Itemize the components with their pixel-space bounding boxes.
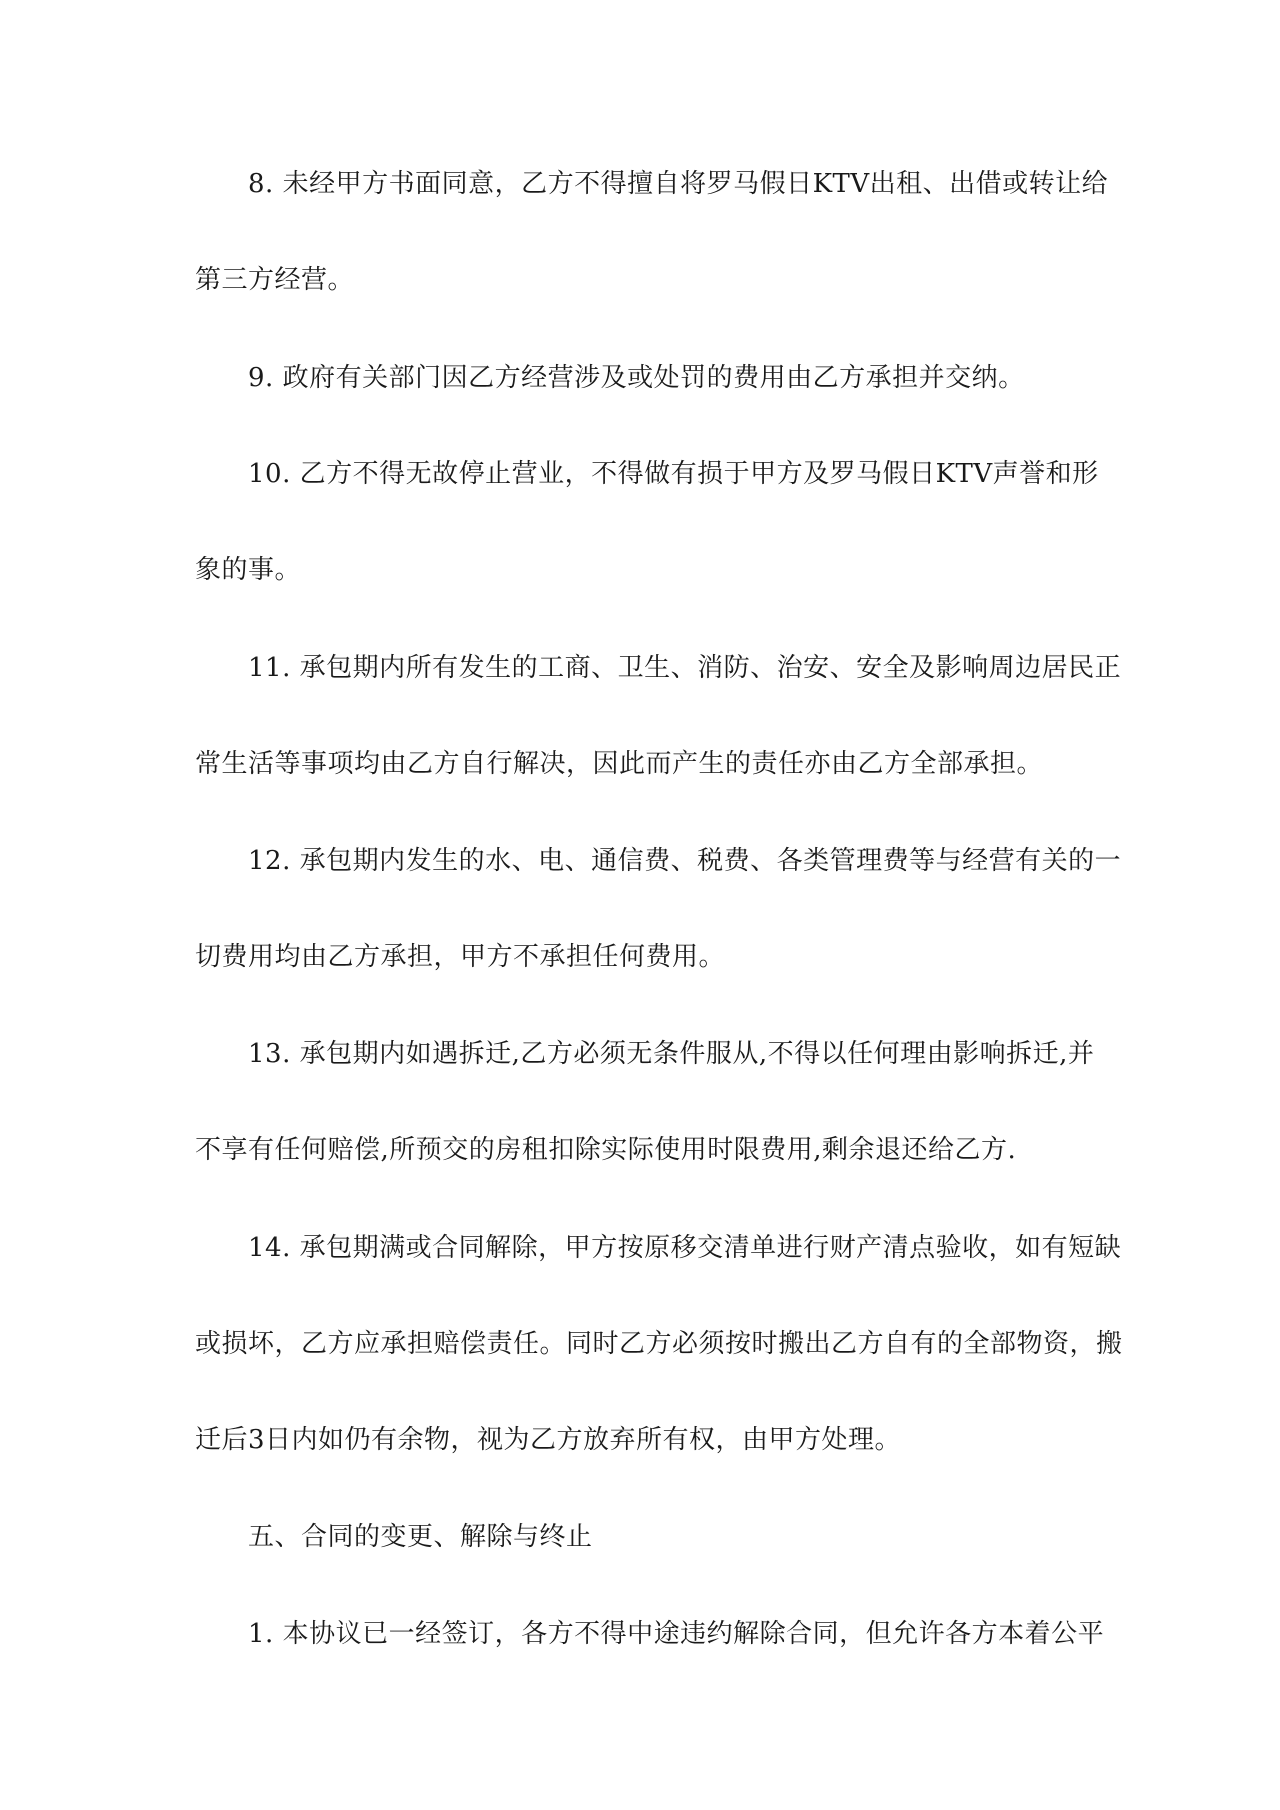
clause-13-line-1: 13. 承包期内如遇拆迁,乙方必须无条件服从,不得以任何理由影响拆迁,并	[248, 1039, 1095, 1069]
clause-11-line-1: 11. 承包期内所有发生的工商、卫生、消防、治安、安全及影响周边居民正	[248, 653, 1122, 683]
clause-10-line-2: 象的事。	[195, 555, 302, 585]
clause-14-line-2: 或损坏，乙方应承担赔偿责任。同时乙方必须按时搬出乙方自有的全部物资，搬	[195, 1329, 1123, 1359]
clause-14-line-1: 14. 承包期满或合同解除，甲方按原移交清单进行财产清点验收，如有短缺	[248, 1233, 1122, 1263]
clause-12-line-1: 12. 承包期内发生的水、电、通信费、税费、各类管理费等与经营有关的一	[248, 846, 1122, 876]
clause-8-line-2: 第三方经营。	[195, 265, 355, 295]
section-5-heading: 五、合同的变更、解除与终止	[248, 1522, 593, 1552]
clause-8-line-1: 8. 未经甲方书面同意，乙方不得擅自将罗马假日KTV出租、出借或转让给	[248, 169, 1109, 199]
clause-10-line-1: 10. 乙方不得无故停止营业，不得做有损于甲方及罗马假日KTV声誉和形	[248, 459, 1099, 489]
clause-13-line-2: 不享有任何赔偿,所预交的房租扣除实际使用时限费用,剩余退还给乙方.	[195, 1135, 1017, 1165]
clause-12-line-2: 切费用均由乙方承担，甲方不承担任何费用。	[195, 942, 726, 972]
section-5-clause-1-line-1: 1. 本协议已一经签订，各方不得中途违约解除合同，但允许各方本着公平	[248, 1619, 1105, 1649]
clause-14-line-3: 迁后3日内如仍有余物，视为乙方放弃所有权，由甲方处理。	[195, 1425, 902, 1455]
clause-11-line-2: 常生活等事项均由乙方自行解决，因此而产生的责任亦由乙方全部承担。	[195, 749, 1044, 779]
clause-9-line-1: 9. 政府有关部门因乙方经营涉及或处罚的费用由乙方承担并交纳。	[248, 363, 1025, 393]
